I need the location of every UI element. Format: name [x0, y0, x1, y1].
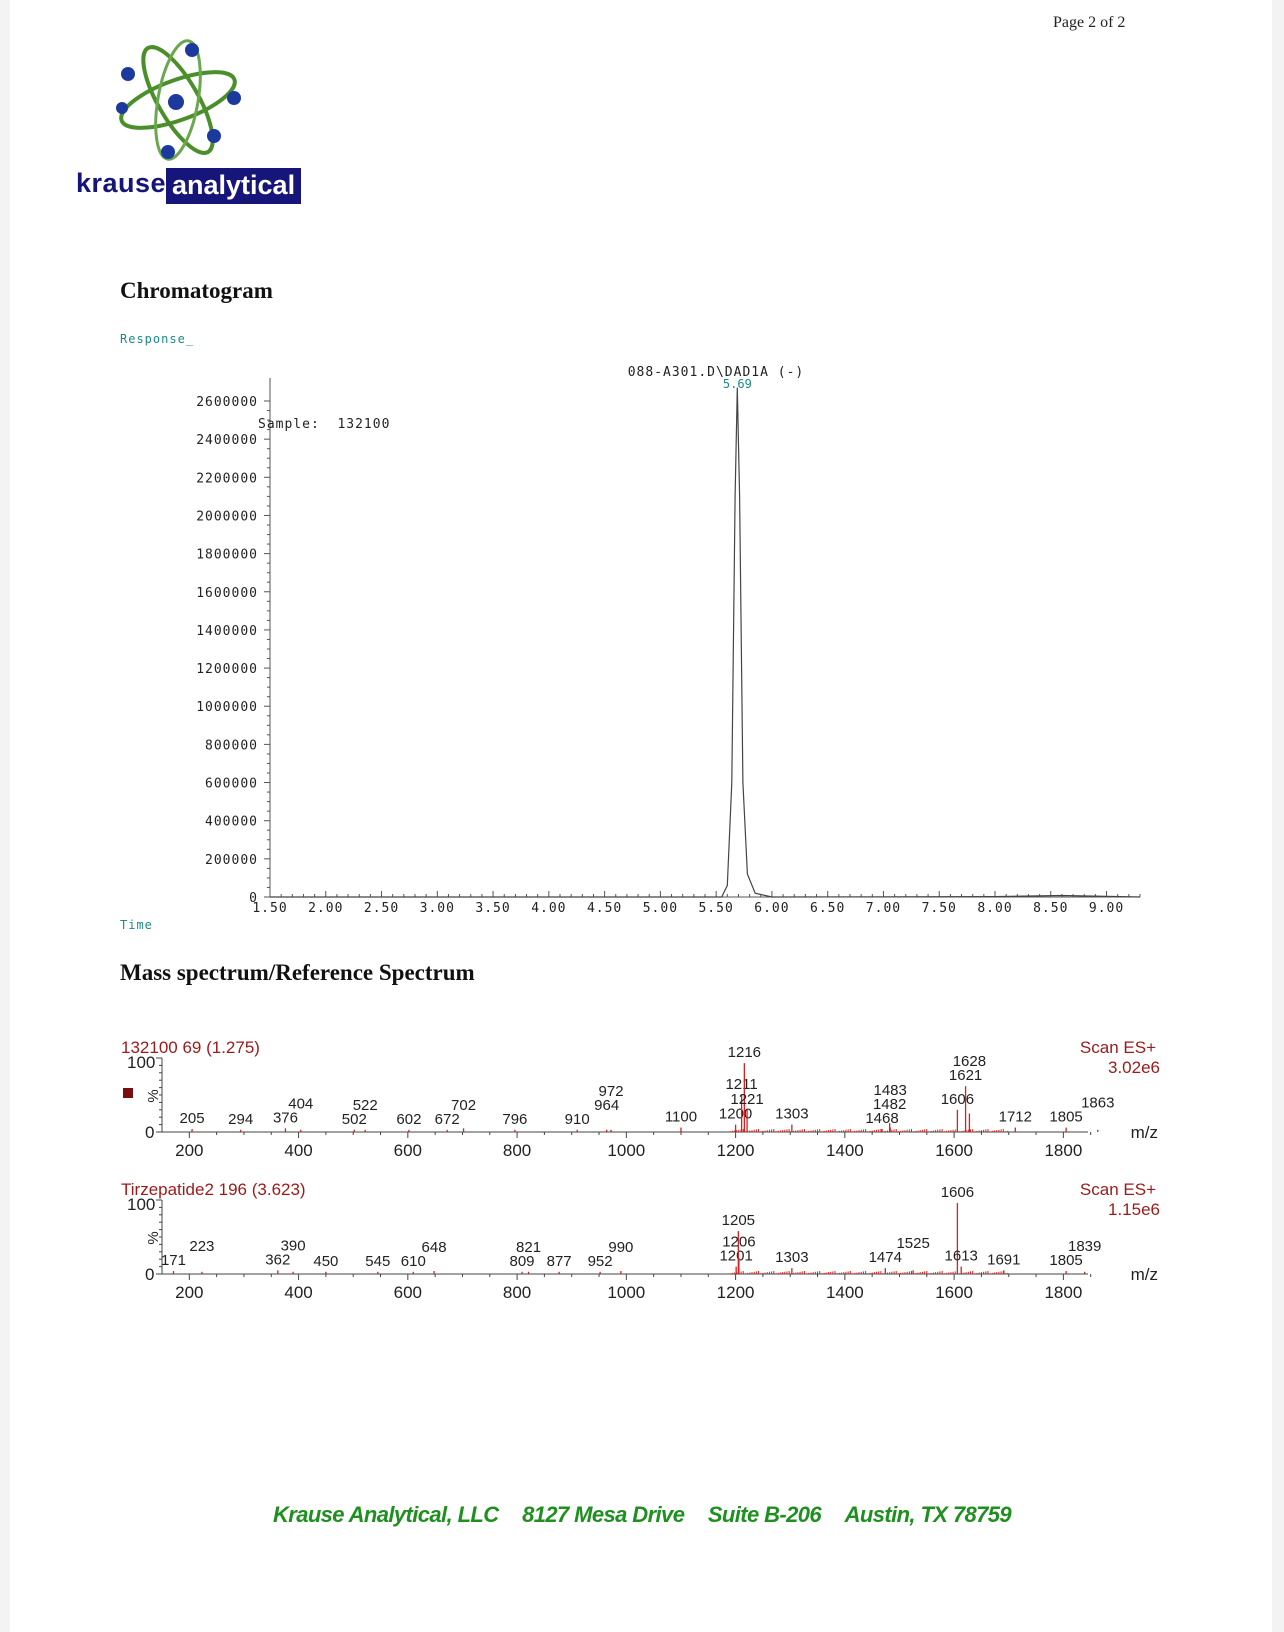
reference-spectrum-peak-label: 809 [509, 1252, 535, 1270]
footer-company: Krause Analytical, LLC [272, 1502, 499, 1527]
x-tick-label: 4.50 [586, 901, 623, 916]
reference-spectrum-peak-label: 648 [421, 1238, 447, 1256]
footer-address [0, 1502, 1284, 1528]
reference-spectrum-peak-label: 821 [516, 1238, 542, 1256]
mass-spectra-chart [0, 1030, 1284, 1360]
x-tick-label: 4.00 [531, 901, 567, 916]
sample-spectrum-peak-label: 376 [272, 1109, 298, 1127]
reference-spectrum-x-tick-label: 400 [284, 1283, 313, 1302]
sample-spectrum-peak-label: 1100 [664, 1108, 698, 1126]
y-tick-label: 0 [249, 891, 258, 906]
reference-spectrum-y-zero-label: 0 [145, 1265, 155, 1284]
sample-spectrum-peak-label: 1200 [718, 1105, 753, 1123]
sample-spectrum-peak-label: 1805 [1049, 1108, 1083, 1126]
mass-spectrum-heading: Mass spectrum/Reference Spectrum [120, 960, 475, 985]
sample-spectrum-peak-label: 1621 [948, 1067, 983, 1085]
reference-spectrum-peak-label: 1525 [896, 1235, 930, 1253]
page-number: Page 2 of 2 [1053, 14, 1126, 31]
footer-street: 8127 Mesa Drive [522, 1502, 685, 1527]
logo-word-krause: krause [76, 168, 167, 198]
reference-spectrum-peak-label: 610 [400, 1252, 426, 1270]
x-tick-label: 2.00 [308, 901, 344, 916]
reference-spectrum-peak-label: 1606 [940, 1183, 975, 1201]
reference-spectrum-x-tick-label: 1600 [935, 1283, 974, 1302]
sample-spectrum-peak-label: 1303 [775, 1105, 809, 1123]
chart-title: 088-A301.D\DAD1A (-) [627, 365, 805, 380]
reference-spectrum-peak-label: 362 [265, 1251, 291, 1269]
x-tick-label: 1.50 [252, 901, 288, 916]
reference-spectrum-peak-label: 1303 [775, 1249, 809, 1267]
y-tick-label: 2200000 [196, 471, 258, 487]
chromatogram-heading: Chromatogram [120, 278, 273, 303]
sample-spectrum-peak-label: 522 [352, 1096, 378, 1114]
x-tick-label: 6.00 [754, 901, 790, 916]
sample-spectrum-x-tick-label: 1800 [1044, 1141, 1083, 1160]
x-tick-label: 5.00 [642, 901, 679, 916]
x-tick-label: 6.50 [810, 901, 846, 916]
sample-spectrum-title: 132100 69 (1.275) [121, 1038, 260, 1057]
sample-spectrum-peak-label: 910 [564, 1110, 590, 1128]
reference-spectrum-peak-label: 1805 [1049, 1252, 1083, 1270]
sample-spectrum-peak-label: 1606 [940, 1090, 975, 1108]
x-tick-label: 7.00 [865, 901, 902, 916]
sample-spectrum-x-tick-label: 200 [175, 1141, 204, 1160]
footer-suite: Suite B-206 [707, 1502, 822, 1527]
reference-spectrum-x-tick-label: 600 [393, 1283, 423, 1302]
sample-spectrum-peak-label: 1712 [998, 1108, 1032, 1126]
reference-spectrum-x-tick-label: 1800 [1044, 1283, 1083, 1302]
reference-spectrum-peak-label: 1691 [987, 1251, 1021, 1269]
legend-square-icon [123, 1088, 133, 1098]
reference-spectrum-xlabel: m/z [1130, 1265, 1158, 1284]
y-tick-label: 2400000 [196, 433, 258, 449]
y-tick-label: 400000 [205, 814, 258, 830]
sample-spectrum-peak-label: 1216 [727, 1044, 762, 1062]
reference-spectrum-peak-label: 1839 [1067, 1238, 1102, 1256]
sample-spectrum-peak-label: 702 [451, 1096, 477, 1114]
x-tick-label: 9.00 [1088, 901, 1125, 916]
sample-spectrum-x-tick-label: 1600 [935, 1141, 974, 1160]
sample-spectrum-peak-label: 1863 [1081, 1094, 1115, 1112]
sample-spectrum-x-tick-label: 1200 [716, 1141, 755, 1160]
sample-spectrum-y-max-label: 100 [127, 1053, 156, 1072]
y-tick-label: 1800000 [196, 547, 258, 563]
sample-annotation: Sample: 132100 [258, 417, 391, 432]
reference-spectrum-scan-mode: Scan ES+ [1079, 1180, 1156, 1199]
y-tick-label: 1400000 [196, 623, 258, 639]
sample-spectrum-xlabel: m/z [1130, 1123, 1158, 1142]
response-axis-label: Response_ [120, 332, 195, 346]
sample-spectrum-peak-label: 1628 [952, 1053, 987, 1071]
reference-spectrum-percent-label: % [145, 1231, 162, 1245]
sample-spectrum-peak-label: 502 [341, 1110, 367, 1128]
reference-spectrum-intensity: 1.15e6 [1108, 1200, 1160, 1219]
reference-spectrum-peak-label: 1613 [944, 1247, 978, 1265]
reference-spectrum-y-max-label: 100 [127, 1195, 156, 1214]
sample-spectrum-x-tick-label: 800 [502, 1141, 532, 1160]
sample-spectrum-peak-label: 1482 [872, 1096, 907, 1114]
sample-spectrum-peak-label: 1211 [725, 1076, 758, 1093]
sample-spectrum-peak-label: 404 [288, 1095, 314, 1113]
sample-spectrum-peak-label: 294 [228, 1110, 254, 1128]
reference-spectrum-x-tick-label: 200 [175, 1283, 204, 1302]
x-tick-label: 3.00 [419, 901, 455, 916]
sample-spectrum-scan-mode: Scan ES+ [1079, 1038, 1156, 1057]
sample-spectrum-peak-label: 964 [594, 1096, 620, 1114]
sample-spectrum-y-zero-label: 0 [145, 1123, 155, 1142]
footer-city: Austin, TX 78759 [844, 1502, 1012, 1527]
peak-retention-label: 5.69 [722, 377, 752, 391]
reference-spectrum-peak-label: 1201 [719, 1247, 753, 1265]
reference-spectrum-peak-label: 952 [587, 1252, 613, 1270]
y-tick-label: 1600000 [196, 585, 258, 601]
reference-spectrum-peak-label: 1205 [721, 1212, 756, 1230]
y-tick-label: 1000000 [196, 700, 258, 716]
reference-spectrum-x-tick-label: 800 [502, 1283, 532, 1302]
reference-spectrum-peak-label: 450 [313, 1252, 339, 1270]
reference-spectrum-x-tick-label: 1000 [607, 1283, 646, 1302]
sample-spectrum-peak-label: 602 [396, 1110, 422, 1128]
sample-spectrum-peak-label: 1468 [865, 1110, 899, 1128]
reference-spectrum-peak-label: 877 [546, 1252, 572, 1270]
reference-spectrum-x-tick-label: 1200 [716, 1283, 755, 1302]
reference-spectrum-peak-label: 1474 [868, 1249, 902, 1267]
sample-spectrum-percent-label: % [145, 1089, 162, 1103]
time-axis-label: Time [120, 918, 153, 932]
sample-spectrum-peak-label: 796 [502, 1110, 528, 1128]
sample-spectrum-peak-label: 1221 [730, 1090, 764, 1108]
reference-spectrum-x-tick-label: 1400 [825, 1283, 864, 1302]
reference-spectrum-peak-label: 390 [280, 1237, 306, 1255]
sample-spectrum-x-tick-label: 600 [393, 1141, 423, 1160]
sample-spectrum-x-tick-label: 1400 [825, 1141, 864, 1160]
x-tick-label: 8.00 [977, 901, 1013, 916]
reference-spectrum-peak-label: 171 [160, 1252, 186, 1270]
sample-spectrum-peak-label: 972 [598, 1082, 624, 1100]
sample-spectrum-x-tick-label: 400 [284, 1141, 313, 1160]
reference-spectrum-title: Tirzepatide2 196 (3.623) [121, 1180, 306, 1199]
chromatogram-trace [270, 388, 1140, 897]
x-tick-label: 8.50 [1033, 901, 1069, 916]
y-tick-label: 2000000 [196, 509, 258, 525]
sample-spectrum-peak-label: 1483 [873, 1082, 907, 1100]
y-tick-label: 2600000 [196, 395, 258, 410]
sample-spectrum-peak-label: 672 [434, 1110, 460, 1128]
x-tick-label: 5.50 [698, 901, 734, 916]
reference-spectrum-peak-label: 223 [189, 1238, 215, 1256]
reference-spectrum-peak-label: 1206 [722, 1233, 756, 1251]
y-tick-label: 200000 [205, 852, 258, 868]
sample-spectrum-x-tick-label: 1000 [607, 1141, 646, 1160]
y-tick-label: 800000 [205, 738, 258, 754]
sample-spectrum-peak-label: 205 [179, 1110, 205, 1128]
sample-spectrum-intensity: 3.02e6 [1108, 1058, 1160, 1077]
logo-word-analytical: analytical [166, 168, 301, 204]
x-tick-label: 3.50 [475, 901, 511, 916]
reference-spectrum-peak-label: 990 [608, 1238, 634, 1256]
x-tick-label: 7.50 [921, 901, 957, 916]
reference-spectrum-peak-label: 545 [365, 1252, 391, 1270]
y-tick-label: 600000 [205, 776, 258, 792]
y-tick-label: 1200000 [196, 662, 258, 678]
x-tick-label: 2.50 [363, 901, 400, 916]
